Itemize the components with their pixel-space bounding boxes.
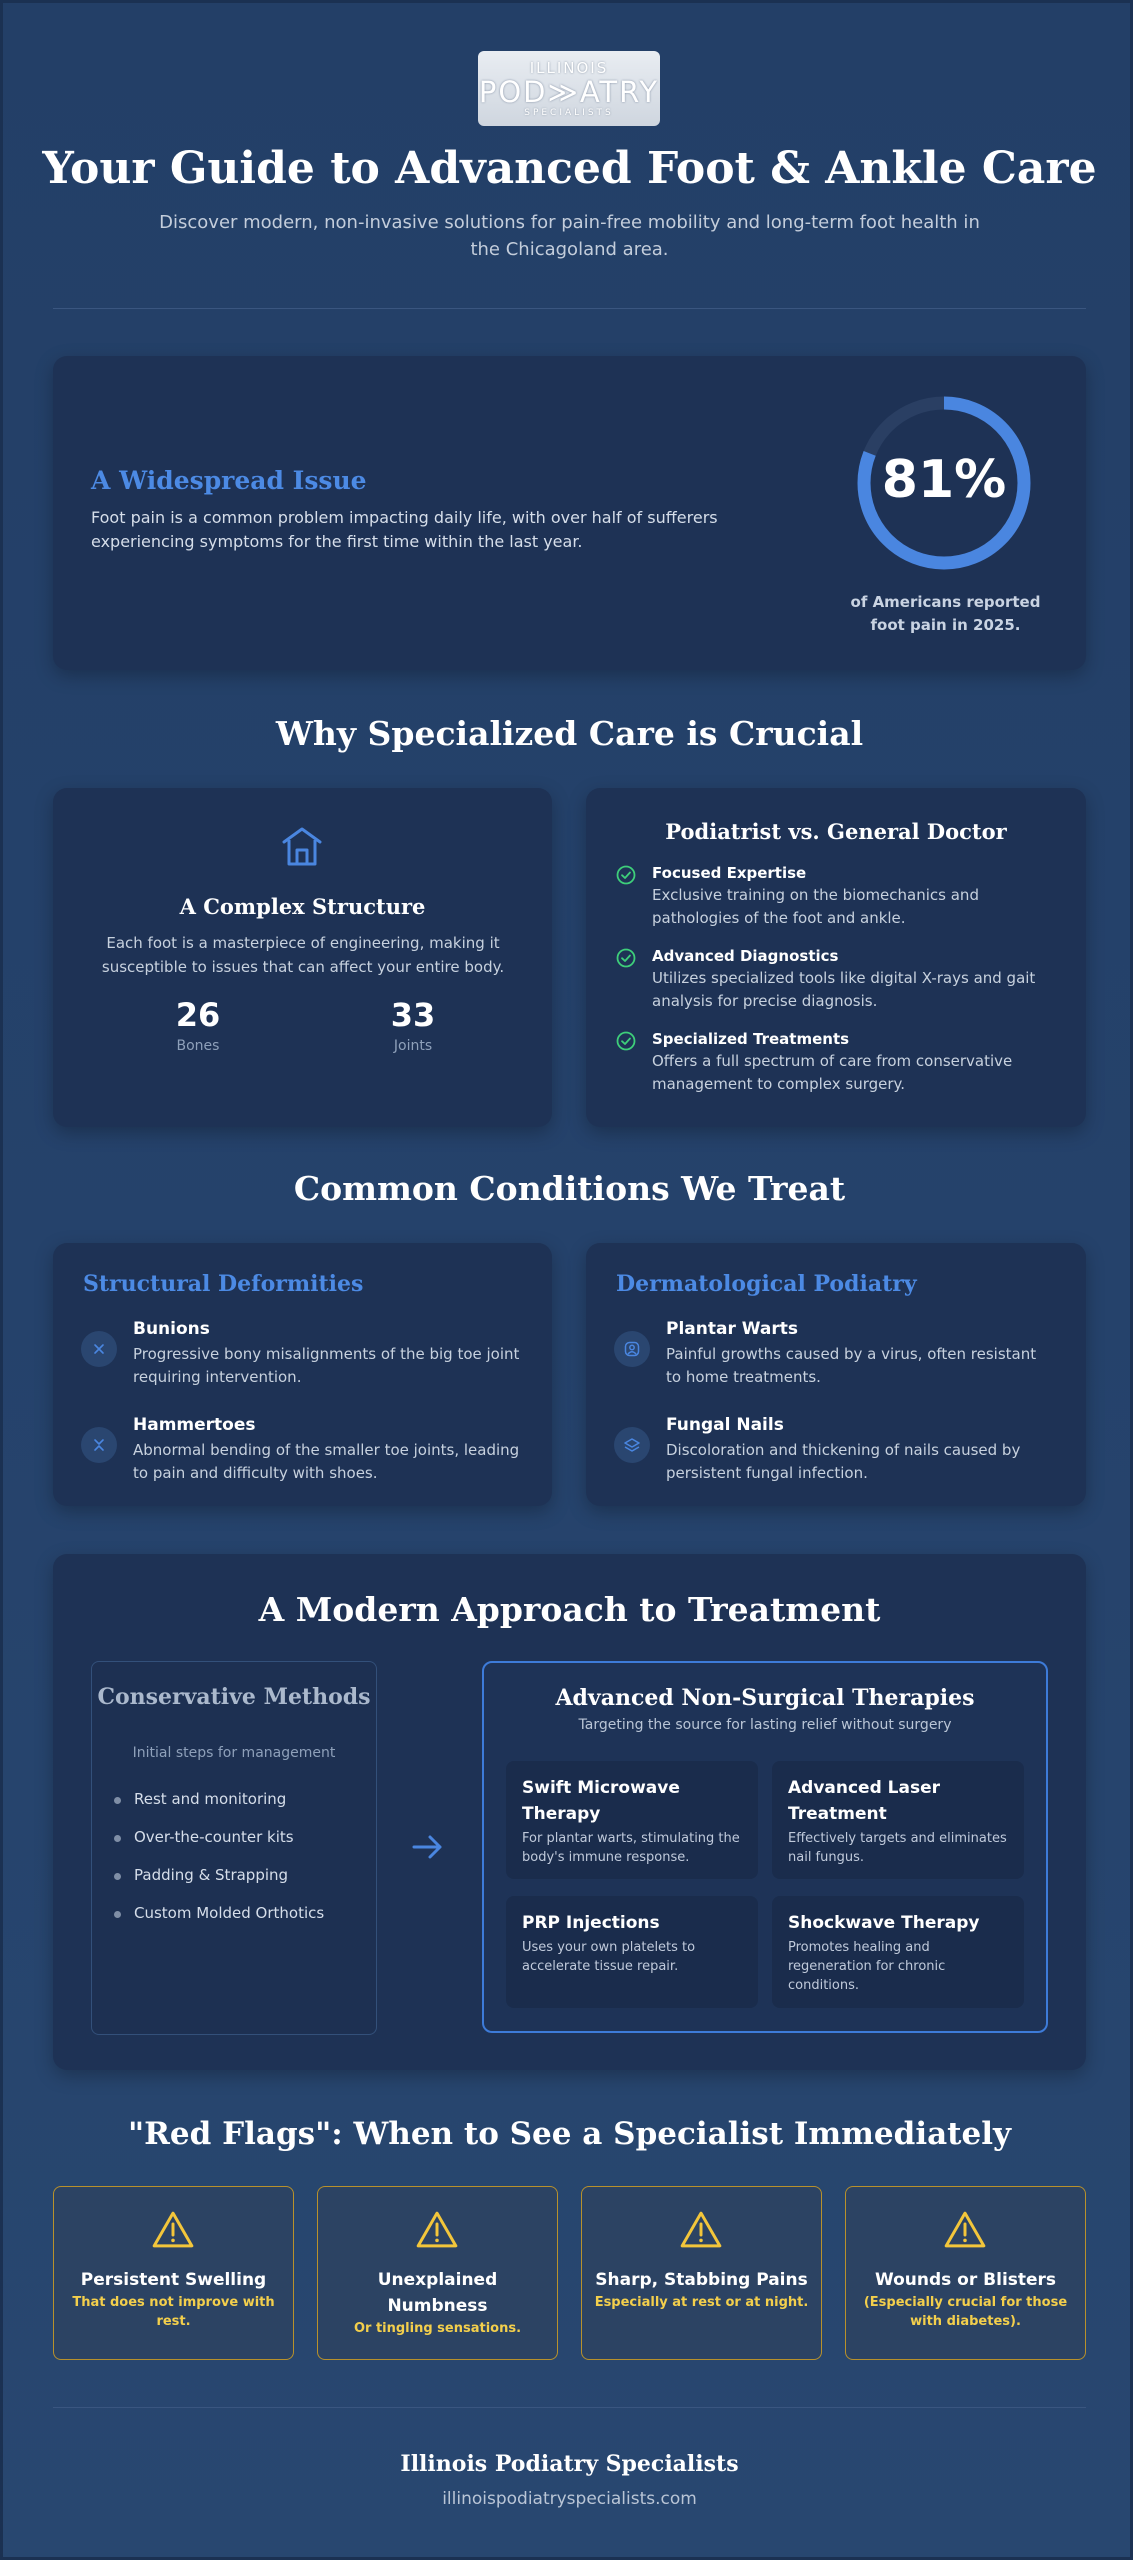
red-flag-card [581, 2186, 822, 2360]
condition-text: Painful growths caused by a virus, often resistant to home treatments. [666, 1345, 1037, 1386]
stat-card [53, 356, 1086, 670]
red-flag-card [845, 2186, 1086, 2360]
check-circle-icon [616, 948, 636, 968]
logo-line-3: SPECIALISTS [524, 107, 614, 118]
house-icon [278, 822, 326, 870]
logo-line-2: POD≫ATRY [478, 74, 660, 109]
red-flag-title: Unexplained Numbness Or tingling sensations. [328, 2267, 547, 2338]
stat-ring-chart [854, 393, 1034, 573]
condition-item [81, 1319, 521, 1389]
red-flag-title: Sharp, Stabbing Pains Especially at rest or at night. [592, 2267, 811, 2312]
therapy-title: Shockwave Therapy [788, 1913, 980, 1933]
therapy-text: Promotes healing and regeneration for chronic conditions. [788, 1940, 946, 1993]
joints-label: Joints [393, 1038, 433, 1054]
therapy-card [506, 1761, 758, 1879]
list-item: Padding & Strapping [92, 1866, 376, 1904]
check-circle-icon [616, 1031, 636, 1051]
therapy-card [772, 1761, 1024, 1879]
structure-card [53, 788, 552, 1127]
warning-icon [318, 2209, 557, 2249]
therapy-card [772, 1896, 1024, 2008]
red-flag-card [53, 2186, 294, 2360]
therapy-title: PRP Injections [522, 1913, 660, 1933]
red-flags-section-title: "Red Flags": When to See a Specialist Immediately [127, 2116, 1012, 2152]
footer-url[interactable]: illinoispodiatryspecialists.com [442, 2489, 697, 2509]
stat-caption: of Americans reported foot pain in 2025. [850, 593, 1041, 634]
stat-heading: A Widespread Issue [91, 466, 367, 495]
why-section-title: Why Specialized Care is Crucial [275, 714, 864, 753]
therapy-card [506, 1896, 758, 2008]
warning-icon [846, 2209, 1085, 2249]
comparison-item [616, 864, 1056, 930]
arrow-right-icon [411, 1831, 445, 1863]
condition-group-card [586, 1243, 1086, 1506]
structure-text: Each foot is a masterpiece of engineering, making it susceptible to issues that can affect your entire body. [101, 934, 505, 976]
page-title: Your Guide to Advanced Foot & Ankle Care [42, 143, 1097, 194]
joints-count: 33 [390, 996, 436, 1034]
bones-label: Bones [176, 1038, 220, 1054]
stat-percent: 81% [881, 450, 1007, 510]
bones-count: 26 [175, 996, 221, 1034]
conservative-subtitle: Initial steps for management [132, 1745, 336, 1761]
condition-item [81, 1415, 521, 1485]
condition-title: Plantar Warts [666, 1319, 799, 1339]
therapy-title: Advanced Laser Treatment [788, 1778, 941, 1824]
condition-text: Discoloration and thickening of nails caused by persistent fungal infection. [666, 1441, 1021, 1482]
red-flag-card [317, 2186, 558, 2360]
condition-text: Abnormal bending of the smaller toe joints, leading to pain and difficulty with shoes. [133, 1441, 520, 1482]
therapy-text: Uses your own platelets to accelerate tissue repair. [522, 1940, 696, 1974]
condition-group-heading: Structural Deformities [83, 1271, 364, 1297]
page-subtitle: Discover modern, non-invasive solutions for pain-free mobility and long-term foot health in the Chicagoland area. [159, 212, 980, 260]
logo [478, 51, 660, 126]
advanced-title: Advanced Non-Surgical Therapies [555, 1685, 975, 1711]
red-flag-title: Wounds or Blisters (Especially crucial for those with diabetes). [856, 2267, 1075, 2331]
comparison-item-text: Utilizes specialized tools like digital X-rays and gait analysis for precise diagnosis. [652, 969, 1036, 1010]
conservative-list [92, 1790, 376, 1942]
condition-group-heading: Dermatological Podiatry [616, 1271, 917, 1297]
structure-heading: A Complex Structure [179, 894, 426, 919]
compress-icon [81, 1427, 117, 1463]
advanced-subtitle: Targeting the source for lasting relief without surgery [578, 1717, 952, 1733]
condition-title: Bunions [133, 1319, 210, 1339]
approach-section-title: A Modern Approach to Treatment [258, 1590, 881, 1629]
arrows-in-icon [81, 1331, 117, 1367]
layers-icon [614, 1427, 650, 1463]
condition-group-card [53, 1243, 552, 1506]
comparison-card [586, 788, 1086, 1127]
advanced-therapies-panel [482, 1661, 1048, 2033]
divider [53, 308, 1086, 309]
therapy-text: Effectively targets and eliminates nail fungus. [788, 1831, 1007, 1865]
condition-item [614, 1319, 1054, 1389]
divider [53, 2407, 1086, 2408]
red-flag-text: (Especially crucial for those with diabetes). [863, 2295, 1068, 2329]
person-icon [614, 1331, 650, 1367]
conservative-methods-panel [91, 1661, 377, 2035]
list-item: Over-the-counter kits [92, 1828, 376, 1866]
stat-text: Foot pain is a common problem impacting daily life, with over half of sufferers experiencing symptoms for the first time within the last year. [91, 508, 718, 551]
conservative-title: Conservative Methods [97, 1684, 371, 1710]
list-item: Custom Molded Orthotics [92, 1904, 376, 1942]
condition-item [614, 1415, 1054, 1485]
comparison-item [616, 1030, 1056, 1096]
condition-title: Hammertoes [133, 1415, 256, 1435]
list-item: Rest and monitoring [92, 1790, 376, 1828]
comparison-heading: Podiatrist vs. General Doctor [665, 819, 1007, 844]
comparison-item-text: Offers a full spectrum of care from conservative management to complex surgery. [652, 1052, 1013, 1093]
check-circle-icon [616, 865, 636, 885]
comparison-item [616, 947, 1056, 1013]
comparison-item-title: Advanced Diagnostics [652, 947, 839, 965]
red-flag-title: Persistent Swelling That does not improve with rest. [64, 2267, 283, 2331]
condition-title: Fungal Nails [666, 1415, 784, 1435]
condition-text: Progressive bony misalignments of the big toe joint requiring intervention. [133, 1345, 520, 1386]
red-flag-text: Especially at rest or at night. [594, 2295, 809, 2310]
warning-icon [582, 2209, 821, 2249]
comparison-item-title: Specialized Treatments [652, 1030, 850, 1048]
footer-name: Illinois Podiatry Specialists [400, 2451, 739, 2477]
therapy-text: For plantar warts, stimulating the body's immune response. [522, 1831, 740, 1865]
warning-icon [54, 2209, 293, 2249]
comparison-item-title: Focused Expertise [652, 864, 807, 882]
comparison-item-text: Exclusive training on the biomechanics and pathologies of the foot and ankle. [652, 886, 979, 927]
logo-line-1: ILLINOIS [529, 58, 609, 77]
red-flag-text: That does not improve with rest. [72, 2295, 275, 2329]
red-flag-text: Or tingling sensations. [353, 2321, 522, 2336]
conditions-section-title: Common Conditions We Treat [293, 1169, 846, 1208]
therapy-title: Swift Microwave Therapy [522, 1778, 680, 1824]
